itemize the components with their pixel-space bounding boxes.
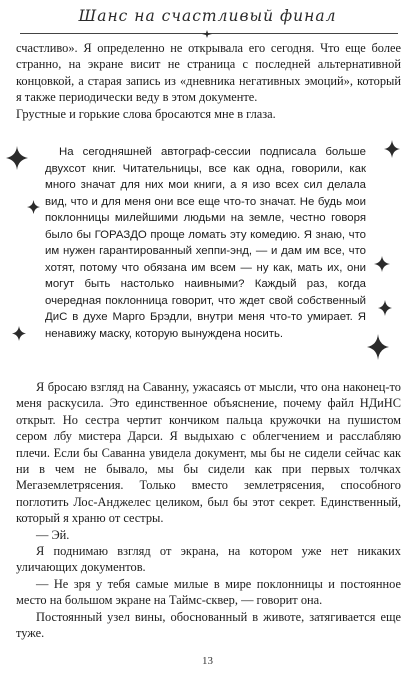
diary-excerpt-text: На сегодняшней автограф-сессии подписала больше двухсот книг. Читательницы, все как одна, говорили, как много значат для них мои книги, а я изо всех сил делала вид, что и для меня они все еще что-то значат. Не будь мои поклонницы милейшими людьми на земле, честно говоря было бы ГОРАЗДО проще ломать эту комедию. Я знаю, что им нужен гарантированный хеппи-энд, — и дам им все, что хотят, потому что обязана им всем — ну как, мать их, они могут быть настолько наивными? Каждый раз, когда очередная поклонница говорит, что ждет свой собственный ДиС в духе Марго Брэдли, внутри меня что-то умирает. Я ненавижу маску, которую вынуждена носить. bbox=[45, 146, 366, 341]
main-text-block bbox=[16, 379, 401, 642]
sparkle-icon bbox=[367, 334, 389, 360]
dialogue-line: — Не зря у тебя самые милые в мире поклонницы и постоянное место на большом экране на Таймс-сквер, — говорит она. bbox=[16, 576, 401, 608]
paragraph: Постоянный узел вины, обоснованный в животе, затягивается еще туже. bbox=[16, 609, 401, 641]
paragraph: Я поднимаю взгляд от экрана, на котором уже нет никаких уличающих документов. bbox=[16, 544, 401, 575]
running-header-title: Шанс на счастливый финал bbox=[78, 7, 337, 25]
sparkle-icon bbox=[12, 326, 26, 341]
top-paragraph-block bbox=[16, 40, 401, 122]
sparkle-icon bbox=[6, 146, 28, 170]
sparkle-icon bbox=[374, 256, 390, 272]
header-ornament-icon bbox=[202, 30, 212, 38]
top-paragraph-last-line: Грустные и горькие слова бросаются мне в глаза. bbox=[16, 106, 276, 121]
page-number: 13 bbox=[202, 655, 213, 667]
running-header bbox=[0, 6, 415, 32]
paragraph: Я бросаю взгляд на Саванну, ужасаясь от мысли, что она наконец-то меня раскусила. Это единственное объяснение, почему файл НДиНС открыт. Но сестра чертит кончиком пальца кружочки на пушистом сером лбу мистера Дарси. Я выдыхаю с облегчением и расслабляю плечи. Если бы Саванна увидела документ, мы бы не сидели сейчас как ни в чем не бывало, мы бы сидели как при первых толчках Мегаземлетрясения. Только вместо землетрясения, способного поглотить Лос-Анджелес целиком, был бы этот секрет. Единственный, который я храню от сестры. bbox=[16, 380, 401, 526]
sparkle-icon bbox=[384, 140, 400, 158]
diary-excerpt bbox=[45, 144, 366, 343]
sparkle-icon bbox=[378, 300, 392, 316]
dialogue-line: — Эй. bbox=[36, 527, 70, 542]
top-paragraph: счастливо». Я определенно не открывала его сегодня. Что еще более странно, на экране висит не страница с последней альтернативной концовкой, а старая запись из «дневника негативных эмоций», который я также периодически веду в этом документе. bbox=[16, 41, 401, 105]
sparkle-icon bbox=[27, 200, 40, 214]
